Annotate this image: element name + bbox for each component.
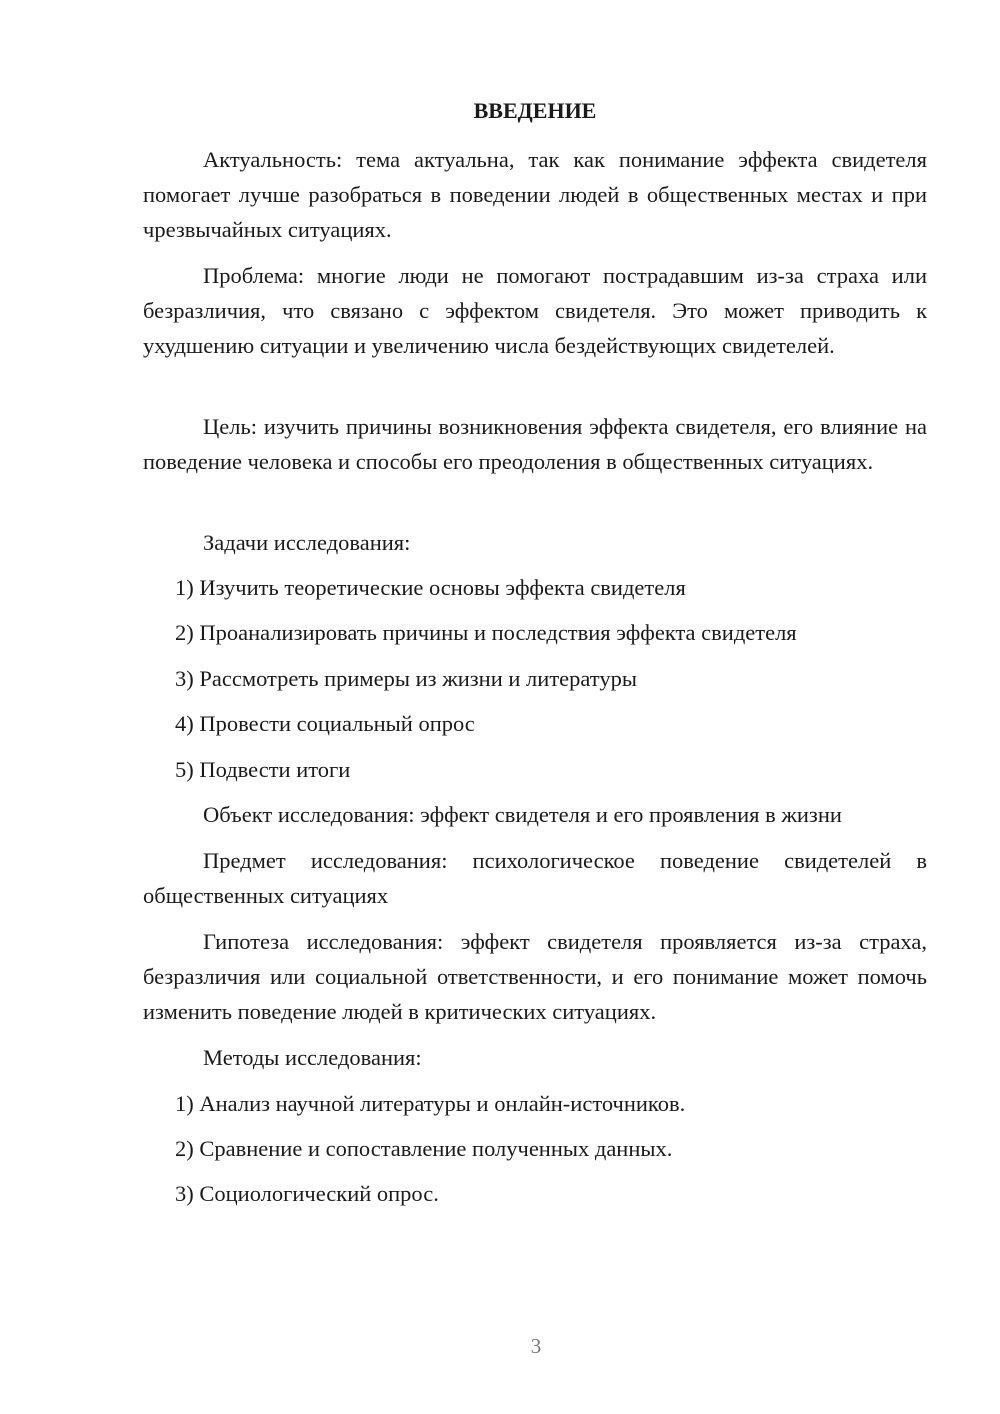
task-item: 4) Провести социальный опрос (175, 711, 475, 736)
method-item: 2) Сравнение и сопоставление полученных данных. (175, 1136, 673, 1161)
task-item: 3) Рассмотреть примеры из жизни и литературы (175, 666, 637, 691)
methods-heading: Методы исследования: (203, 1045, 422, 1070)
relevance-paragraph: Актуальность: тема актуальна, так как понимание эффекта свидетеля помогает лучше разобраться в поведении людей в общественных местах и при чрезвычайных ситуациях. (143, 147, 927, 242)
method-item: 3) Социологический опрос. (175, 1181, 439, 1206)
task-item: 2) Проанализировать причины и последствия эффекта свидетеля (175, 620, 797, 645)
problem-paragraph: Проблема: многие люди не помогают пострадавшим из-за страха или безразличия, что связано с эффектом свидетеля. Это может приводить к ухудшению ситуации и увеличению числа бездействующих свидетелей. (143, 263, 927, 358)
object-paragraph: Объект исследования: эффект свидетеля и его проявления в жизни (203, 802, 842, 827)
task-item: 1) Изучить теоретические основы эффекта свидетеля (175, 575, 686, 600)
task-item: 5) Подвести итоги (175, 757, 351, 782)
subject-paragraph: Предмет исследования: психологическое поведение свидетелей в общественных ситуациях (143, 848, 927, 908)
hypothesis-paragraph: Гипотеза исследования: эффект свидетеля проявляется из-за страха, безразличия или социальной ответственности, и его понимание может помочь изменить поведение людей в критических ситуациях. (143, 929, 927, 1024)
tasks-heading: Задачи исследования: (203, 530, 411, 555)
method-item: 1) Анализ научной литературы и онлайн-источников. (175, 1091, 686, 1116)
page-number: 3 (530, 1334, 542, 1358)
page-title: ВВЕДЕНИЕ (473, 98, 597, 123)
goal-paragraph: Цель: изучить причины возникновения эффекта свидетеля, его влияние на поведение человека и способы его преодоления в общественных ситуациях. (143, 414, 927, 474)
